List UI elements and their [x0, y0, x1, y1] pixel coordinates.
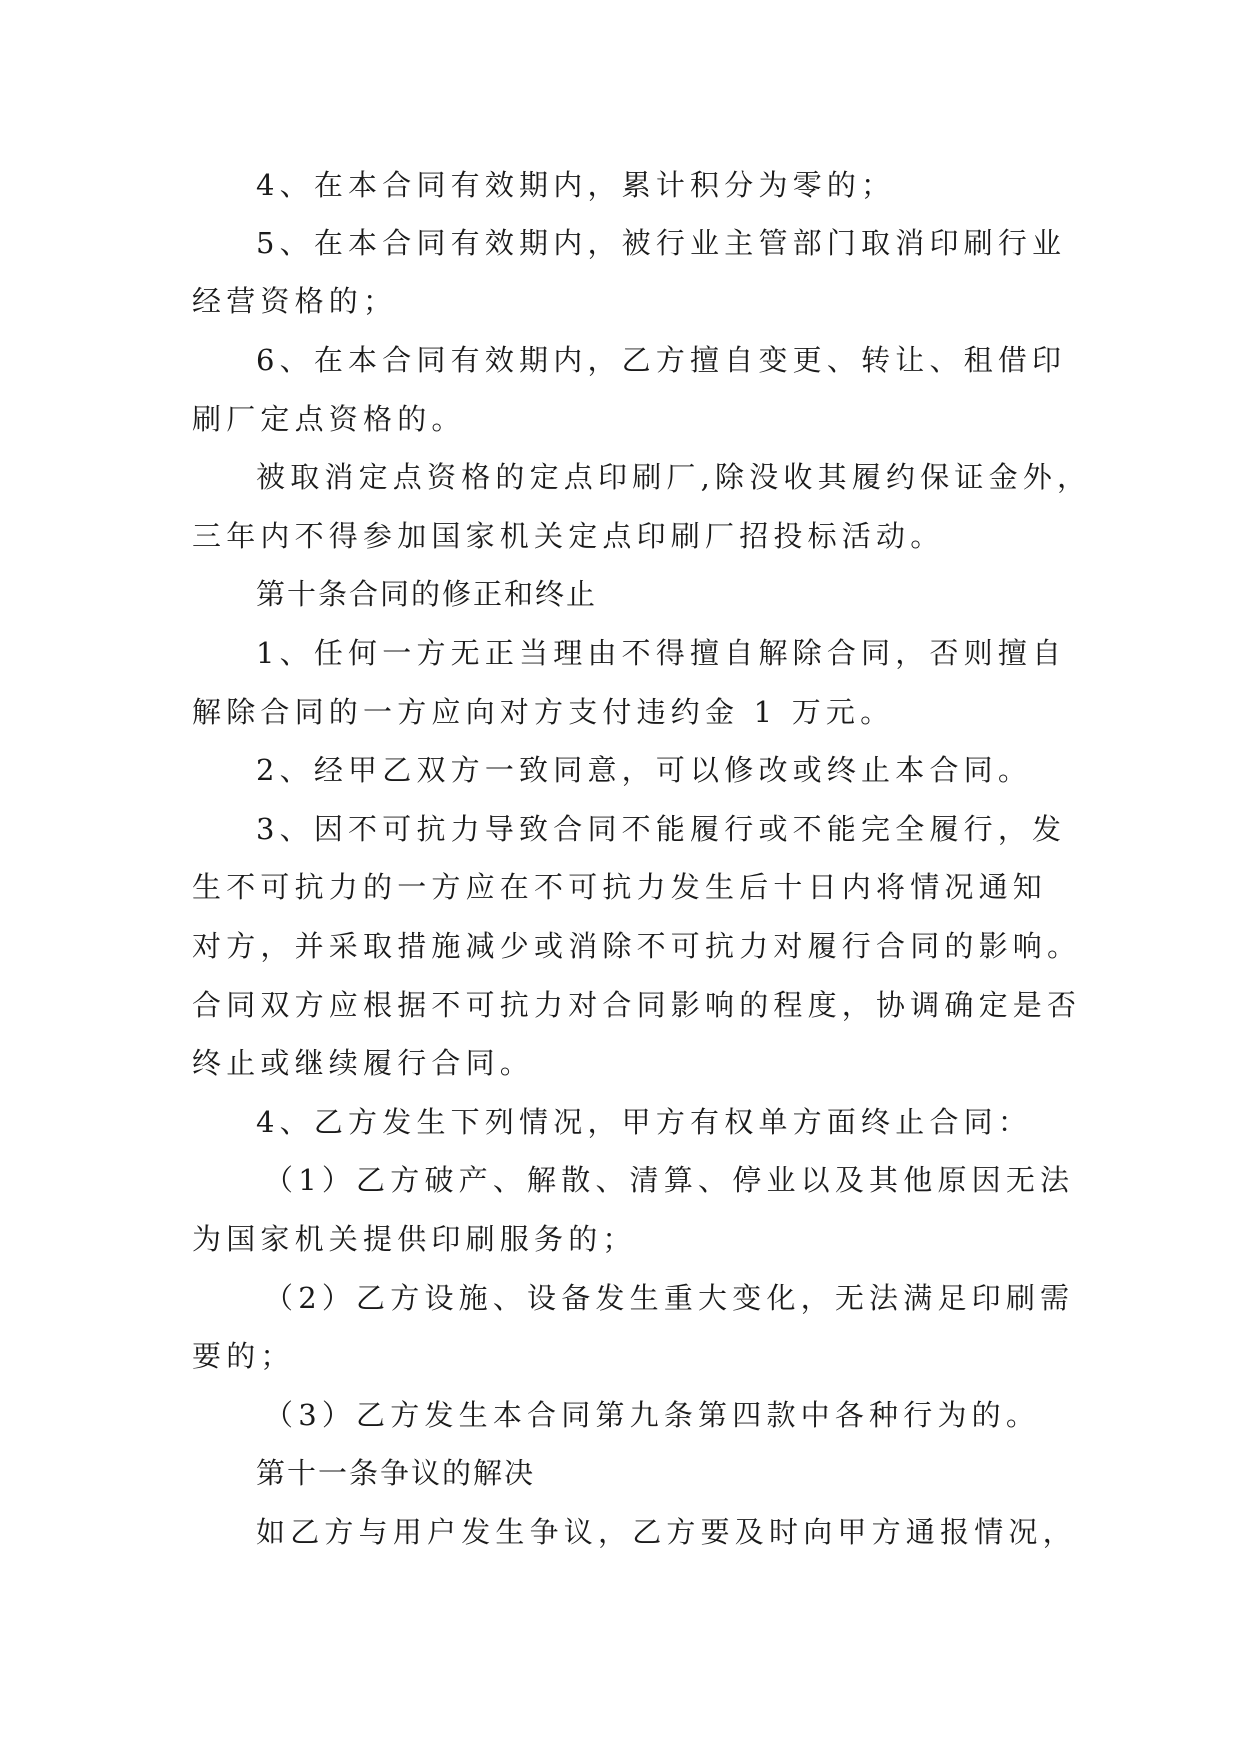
text-line: 要的；	[192, 1339, 295, 1373]
text-line: 如乙方与用户发生争议，乙方要及时向甲方通报情况，	[256, 1515, 1077, 1549]
text-line: 三年内不得参加国家机关定点印刷厂招投标活动。	[192, 519, 945, 553]
text-line: 6、在本合同有效期内，乙方擅自变更、转让、租借印	[256, 343, 1067, 377]
text-line: 被取消定点资格的定点印刷厂,除没收其履约保证金外，	[256, 460, 1092, 494]
text-line: 2、经甲乙双方一致同意，可以修改或终止本合同。	[256, 753, 1033, 787]
text-line: 合同双方应根据不可抗力对合同影响的程度，协调确定是否	[192, 988, 1082, 1022]
text-line: 对方，并采取措施减少或消除不可抗力对履行合同的影响。	[192, 929, 1082, 963]
text-line: 为国家机关提供印刷服务的；	[192, 1222, 637, 1256]
text-line: 经营资格的；	[192, 284, 398, 318]
section-heading: 第十一条争议的解决	[256, 1456, 536, 1490]
text-line: 解除合同的一方应向对方支付违约金 1 万元。	[192, 695, 895, 729]
text-line: （2）乙方设施、设备发生重大变化，无法满足印刷需	[264, 1281, 1075, 1315]
text-line: 5、在本合同有效期内，被行业主管部门取消印刷行业	[256, 226, 1067, 260]
text-line: （1）乙方破产、解散、清算、停业以及其他原因无法	[264, 1163, 1075, 1197]
text-line: 4、乙方发生下列情况，甲方有权单方面终止合同：	[256, 1105, 1033, 1139]
text-line: （3）乙方发生本合同第九条第四款中各种行为的。	[264, 1398, 1041, 1432]
text-line: 生不可抗力的一方应在不可抗力发生后十日内将情况通知	[192, 870, 1048, 904]
text-line: 终止或继续履行合同。	[192, 1046, 535, 1080]
section-heading: 第十条合同的修正和终止	[256, 577, 598, 611]
text-line: 4、在本合同有效期内，累计积分为零的；	[256, 168, 896, 202]
text-line: 3、因不可抗力导致合同不能履行或不能完全履行，发	[256, 812, 1067, 846]
text-line: 1、任何一方无正当理由不得擅自解除合同，否则擅自	[256, 636, 1067, 670]
text-line: 刷厂定点资格的。	[192, 402, 466, 436]
